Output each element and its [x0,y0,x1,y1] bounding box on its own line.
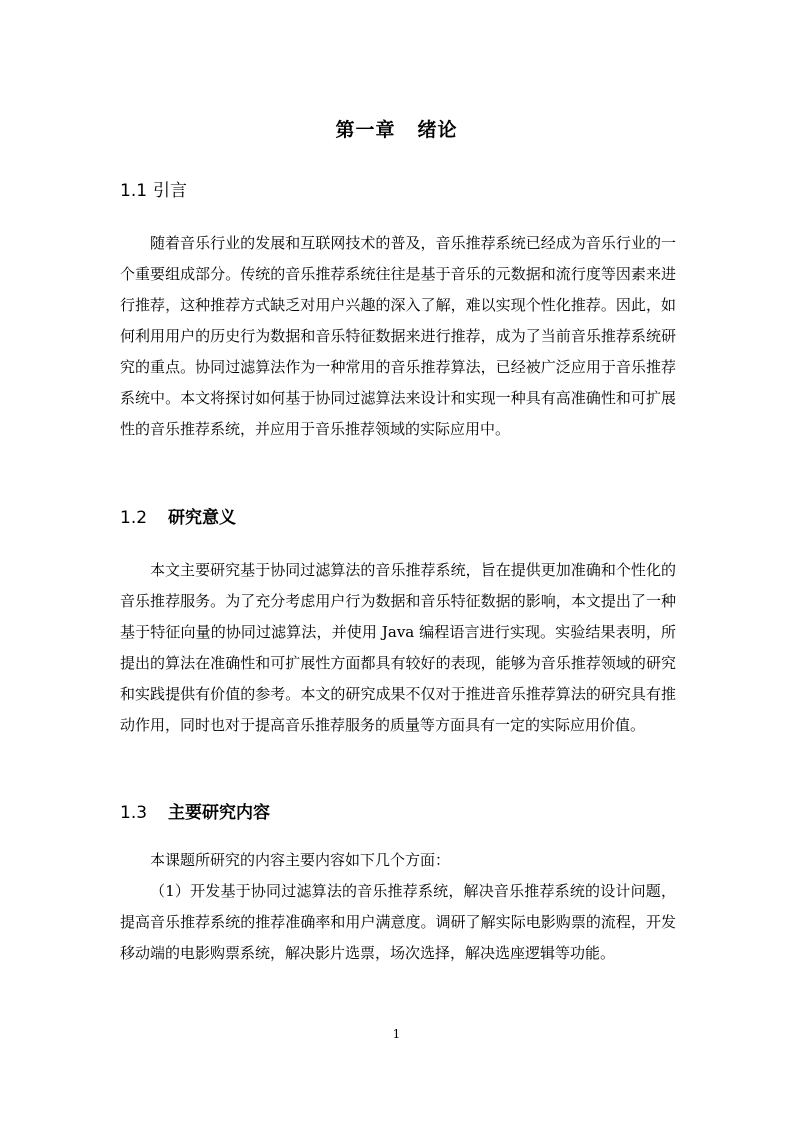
section-heading-1-3 [120,798,270,823]
section-heading-1-1 [120,176,187,201]
paragraph-content-item-1: （1）开发基于协同过滤算法的音乐推荐系统，解决音乐推荐系统的设计问题，提高音乐推荐系统的推荐准确率和用户满意度。调研了解实际电影购票的流程，开发移动端的电影购票系统，解决影片选票，场次选择，解决选座逻辑等功能。 [120,882,676,962]
section-title: 主要研究内容 [168,803,270,823]
section-title: 研究意义 [168,508,236,528]
chapter-number: 第一章 [335,119,396,141]
section-title: 引言 [152,181,187,201]
chapter-name: 绪论 [417,119,458,141]
chapter-title [0,115,793,142]
section-number: 1.3 [120,803,148,823]
section-number: 1.2 [120,508,148,528]
paragraph-significance: 本文主要研究基于协同过滤算法的音乐推荐系统，旨在提供更加准确和个性化的音乐推荐服务。为了充分考虑用户行为数据和音乐特征数据的影响，本文提出了一种基于特征向量的协同过滤算法，并使用 Java 编程语言进行实现。实验结果表明，所提出的算法在准确性和可扩展性方面都具有较好的表现，能够为音乐推荐领域的研究和实践提供有价值的参考。本文的研究成果不仅对于推进音乐推荐算法的研究具有推动作用，同时也对于提高音乐推荐服务的质量等方面具有一定的实际应用价值。 [120,561,676,734]
page-number: 1 [392,1027,401,1041]
paragraph-content-intro: 本课题所研究的内容主要内容如下几个方面： [150,851,451,869]
section-heading-1-2 [120,503,236,528]
paragraph-intro: 随着音乐行业的发展和互联网技术的普及，音乐推荐系统已经成为音乐行业的一个重要组成部分。传统的音乐推荐系统往往是基于音乐的元数据和流行度等因素来进行推荐，这种推荐方式缺乏对用户兴趣的深入了解，难以实现个性化推荐。因此，如何利用用户的历史行为数据和音乐特征数据来进行推荐，成为了当前音乐推荐系统研究的重点。协同过滤算法作为一种常用的音乐推荐算法，已经被广泛应用于音乐推荐系统中。本文将探讨如何基于协同过滤算法来设计和实现一种具有高准确性和可扩展性的音乐推荐系统，并应用于音乐推荐领域的实际应用中。 [120,234,676,438]
section-number: 1.1 [120,181,148,201]
